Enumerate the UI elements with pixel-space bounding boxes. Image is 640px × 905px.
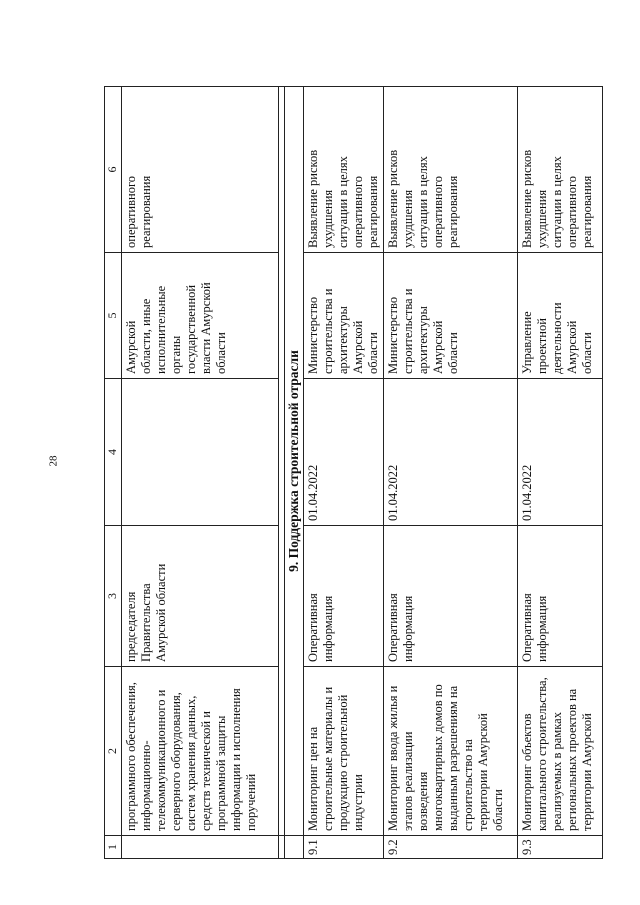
row-date: 01.04.2022 — [384, 379, 518, 526]
table-cell: Амурской области, иные исполнительные органы государственной власти Амурской области — [122, 253, 279, 379]
table-row — [518, 87, 603, 859]
table-row — [384, 87, 518, 859]
measures-table — [104, 86, 603, 859]
header-cell: 6 — [105, 87, 122, 253]
table-row — [304, 87, 384, 859]
header-cell: 4 — [105, 379, 122, 526]
row-description: Мониторинг объектов капитального строительства, реализуемых в рамках региональных проектов на территории Амурской — [518, 667, 603, 836]
row-result: Выявление рисков ухудшения ситуации в целях оперативного реагирования — [304, 87, 384, 253]
table-cell — [122, 379, 279, 526]
header-cell: 1 — [105, 836, 122, 859]
table-cell: председателя Правительства Амурской области — [122, 526, 279, 667]
header-row — [105, 87, 122, 859]
section-title: 9. Поддержка строительной отрасли — [285, 87, 304, 836]
row-responsible: Управление проектной деятельности Амурской области — [518, 253, 603, 379]
document-table-rotated — [104, 87, 595, 859]
row-description: Мониторинг ввода жилья и этапов реализации возведения многоквартирных домов по выданным разрешениям на строительство на территории Амурской области — [384, 667, 518, 836]
row-number: 9.2 — [384, 836, 518, 859]
row-responsible: Министерство строительства и архитектуры Амурской области — [304, 253, 384, 379]
header-cell: 3 — [105, 526, 122, 667]
header-cell: 5 — [105, 253, 122, 379]
row-date: 01.04.2022 — [304, 379, 384, 526]
row-number: 9.3 — [518, 836, 603, 859]
row-result: Выявление рисков ухудшения ситуации в целях оперативного реагирования — [518, 87, 603, 253]
table-cell: оперативного реагирования — [122, 87, 279, 253]
table-cell — [122, 836, 279, 859]
section-row — [285, 87, 304, 859]
row-number: 9.1 — [304, 836, 384, 859]
header-cell: 2 — [105, 667, 122, 836]
table-cell — [285, 836, 304, 859]
row-description: Мониторинг цен на строительные материалы и продукцию строительной индустрии — [304, 667, 384, 836]
page-number: 28 — [47, 455, 60, 467]
row-responsible: Министерство строительства и архитектуры Амурской области — [384, 253, 518, 379]
continued-row — [122, 87, 279, 859]
row-source: Оперативная информация — [384, 526, 518, 667]
row-date: 01.04.2022 — [518, 379, 603, 526]
row-result: Выявление рисков ухудшения ситуации в целях оперативного реагирования — [384, 87, 518, 253]
row-source: Оперативная информация — [304, 526, 384, 667]
table-cell: программного обеспечения, информационно- телекоммуникационного и серверного оборудования, систем хранения данных, средств технической и программной защиты информации и исполнения поручений — [122, 667, 279, 836]
row-source: Оперативная информация — [518, 526, 603, 667]
